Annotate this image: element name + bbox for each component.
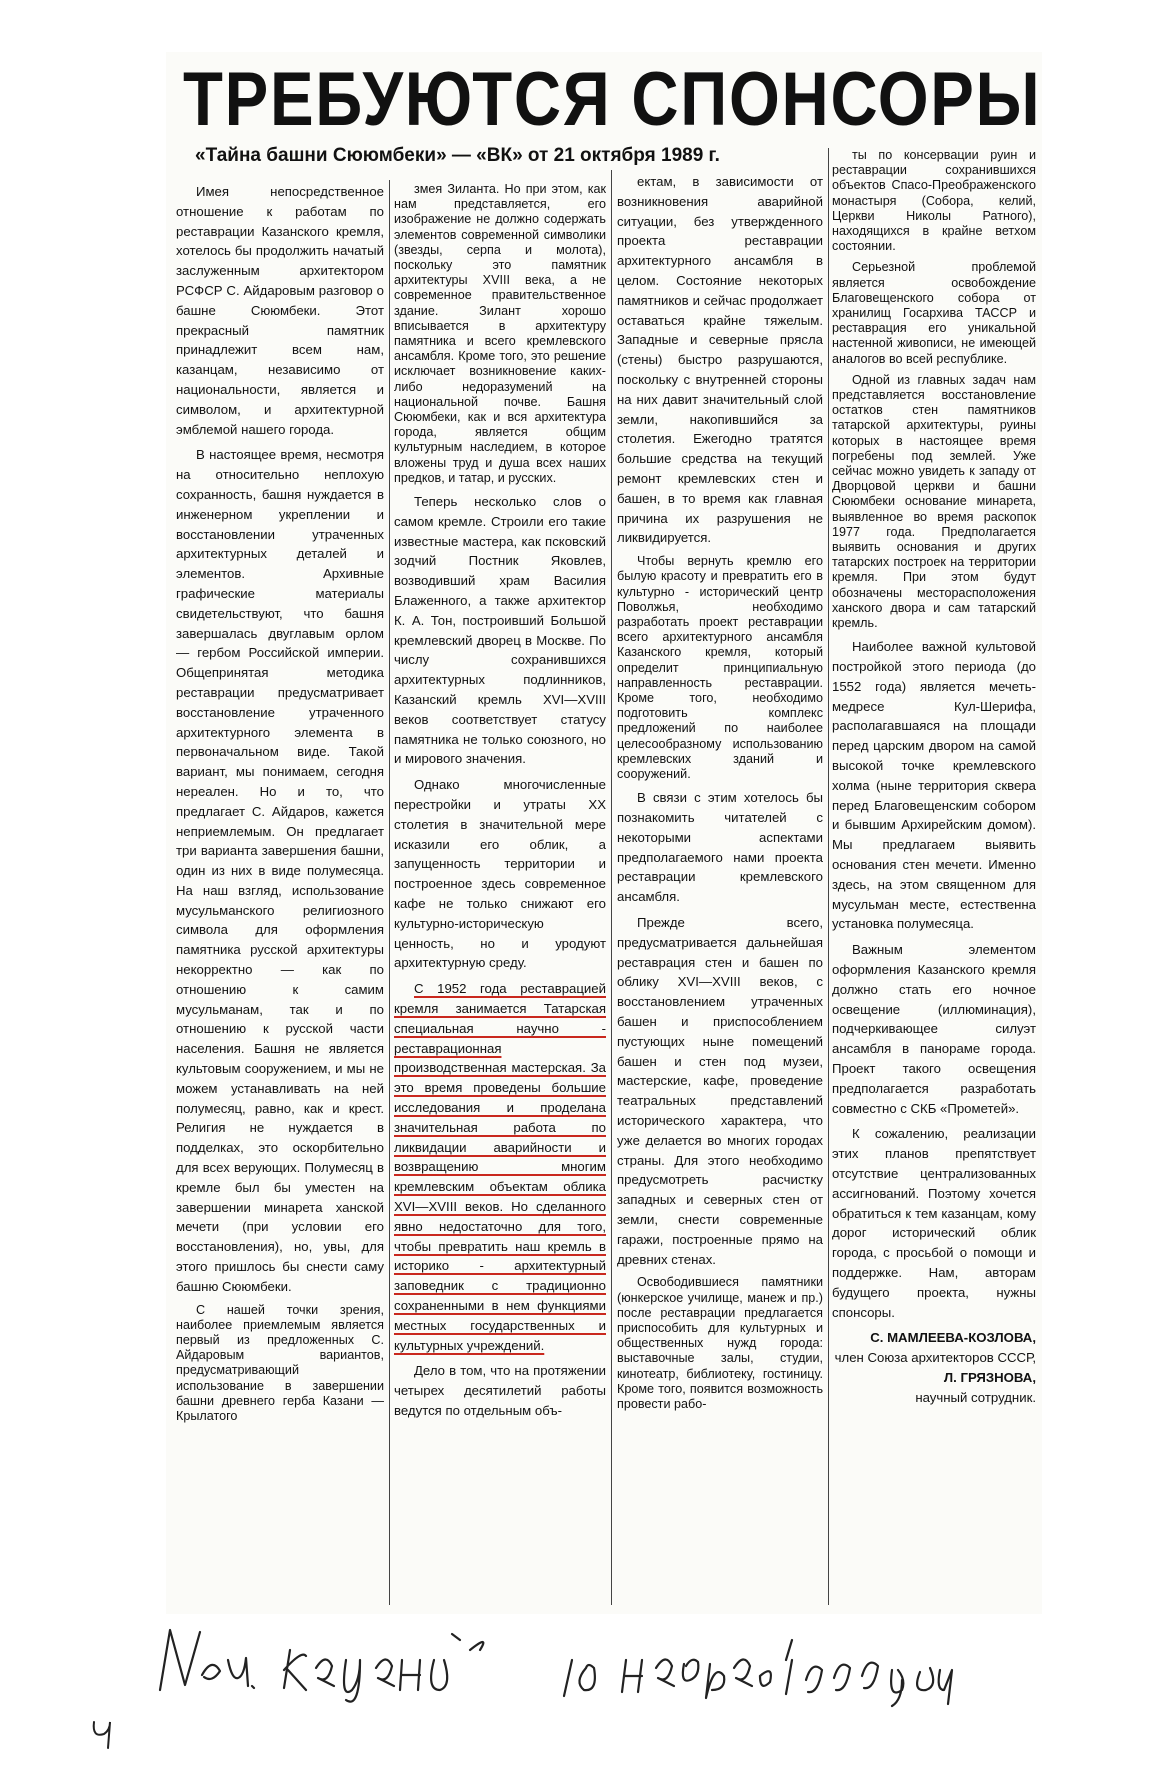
article-column-1 [176,182,384,1602]
column-divider [389,180,390,1605]
article-subheadline: «Тайна башни Сююмбеки» — «ВК» от 21 октября 1989 г. [195,145,720,166]
paragraph: Чтобы вернуть кремлю его былую красоту и превратить его в культурно - исторический центр Поволжья, необходимо разработать проект реставрации всего архитектурного ансамбля Казанского кремля, который определит принципиальную направленность реставрации. Кроме того, необходимо подготовить комплекс предложений по наиболее целесообразному использованию кремлевских зданий и сооружений. [617,554,823,781]
paragraph: С нашей точки зрения, наиболее приемлемым является первый из предложенных С. Айдаровым вариантов, предусматривающий использование в завершении башни древнего герба Казани — Крылатого [176,1302,384,1424]
paragraph: Важным элементом оформления Казанского кремля должно стать его ночное освещение (иллюминация), подчеркивающее силуэт ансамбля в панораме города. Проект такого освещения предполагается разработать совместно с СКБ «Прометей». [832,942,1036,1116]
paragraph: Серьезной проблемой является освобождение Благовещенского собора от хранилищ Госархива ТАССР и реставрация его уникальной настенной живописи, не имеющей аналогов во всей республике. [832,260,1036,366]
paragraph: ты по консервации руин и реставрации сохранившихся объектов Спасо-Преображенского монастыря (Собора, келий, Церкви Николы Ратного), находящихся в крайне ветхом состоянии. [832,148,1036,254]
paragraph: Имея непосредственное отношение к работам по реставрации Казанского кремля, хотелось бы продолжить начатый заслуженным архитектором РСФСР С. Айдаровым разговор о башне Сююмбеки. Этот прекрасный памятник принадлежит всем нам, казанцам, независимо от национальности, является и символом, и архитектурной эмблемой нашего города. [176,184,384,437]
signature-author-2-title: научный сотрудник. [915,1389,1036,1405]
article-column-2 [394,182,606,1602]
paragraph: В связи с этим хотелось бы познакомить читателей с некоторыми аспектами предполагаемого нами проекта реставрации кремлевского ансамбля. [617,790,823,905]
paragraph: Наиболее важной культовой постройкой этого периода (до 1552 года) является мечеть-медресе Кул-Шерифа, располагавшаяся на площади перед царским двором на самой высокой точке кремлевского холма (ныне территория сквера перед Благовещенским собором и бывшим Архирейским домом). Мы предлагаем выявить основания стен мечети. Именно здесь, на этом священном для мусульман месте, естественна установка полумесяца. [832,639,1036,932]
highlighted-paragraph: С 1952 года реставрацией кремля занимается Татарская специальная научно - реставрационная производственная мастерская. За это время проведены большие исследования и проделана значительная работа по ликвидации аварийности и возвращению многим кремлевским объектам облика XVI—XVIII веков. Но сделанного явно недостаточно для того, чтобы превратить наш кремль в историко - архитектурный заповедник с традиционно сохраненными в нем функциями местных государственных и культурных учреждений. [394,981,606,1353]
column-divider [828,148,829,1605]
paragraph: Одной из главных задач нам представляется восстановление остатков стен памятников татарской архитектуры, руины которых в настоящее время погребены под землей. Уже сейчас можно увидеть к западу от Дворцовой церкви и башни Сююмбеки основание минарета, выявленное во время раскопок 1977 года. Предполагается выявить основания и других татарских построек на территории кремля. При этом будут обозначены месторасположения ханского двора и сам татарский кремль. [832,372,1036,631]
signature-author-1-title: член Союза архитекторов СССР, [834,1350,1036,1366]
margin-handwritten-mark [86,1712,126,1752]
paragraph: К сожалению, реализации этих планов препятствует отсутствие централизованных ассигнований. Поэтому хочется обратиться к тем казанцам, кому дорог исторический облик города, с просьбой о помощи и поддержке. Нам, авторам будущего проекта, нужны спонсоры. [832,1126,1036,1320]
handwritten-note-image [140,1620,960,1710]
paragraph: Теперь несколько слов о самом кремле. Строили его такие известные мастера, как псковский зодчий Постник Яковлев, возводивший храм Василия Блаженного, а также архитектор К. А. Тон, построивший Большой кремлевский дворец в Москве. По числу сохранившихся архитектурных подлинников, Казанский кремль XVI—XVIII веков соответствует статусу памятника не только союзного, но и мирового значения. [394,494,606,767]
paragraph: Однако многочисленные перестройки и утраты XX столетия в значительной мере исказили его облик, а запущенность территории и построенное здесь современное кафе не только снижают его культурно-историческую ценность, но и уродуют архитектурную среду. [394,777,606,971]
article-column-3 [617,172,823,1602]
column-divider [611,170,612,1605]
paragraph: ектам, в зависимости от возникновения аварийной ситуации, без утвержденного проекта реставрации архитектурного ансамбля в целом. Состояние некоторых памятников и сейчас продолжает оставаться крайне тяжелым. Западные и северные прясла (стены) быстро разрушаются, поскольку с внутренней стороны на них давит значительный слой земли, накопившийся за столетия. Ежегодно тратятся большие средства на текущий ремонт кремлевских стен и башен, в то время как главная причина их разрушения не ликвидируется. [617,174,823,546]
signature-author-2: Л. ГРЯЗНОВА, [943,1369,1036,1385]
paragraph: Прежде всего, предусматривается дальнейшая реставрация стен и башен по облику XVI—XVIII веков, с восстановлением утраченных башен и приспособлением пустующих ныне помещений башен и стен под музеи, мастерские, кафе, проведение театральных представлений исторического характера, что уже делается во многих городах страны. Для этого необходимо предусмотреть расчистку западных и северных стен от земли, снести современные гаражи, построенные прямо на древних стенах. [617,914,823,1267]
paragraph: змея Зиланта. Но при этом, как нам представляется, его изображение не должно содержать элементов современной символики (звезды, серпа и молота), поскольку это памятник архитектуры XVIII века, а не современное правительственное здание. Зилант хорошо вписывается в архитектуру памятника и всего кремлевского ансамбля. Кроме того, это решение исключает возникновение каких-либо недоразумений на национальной почве. Башня Сююмбеки, как и вся архитектура города, является общим культурным наследием, в которое вложены труд и душа всех наших предков, и татар, и русских. [394,182,606,485]
article-column-4 [832,148,1036,1602]
paragraph: Освободившиеся памятники (юнкерское училище, манеж и пр.) после реставрации предлагается приспособить для культурных и общественных нужд города: выставочные залы, студии, кинотеатр, библиотеку, гостиницу. Кроме того, появится возможность провести рабо- [617,1275,823,1411]
paragraph: Дело в том, что на протяжении четырех десятилетий работы ведутся по отдельным объ- [394,1363,606,1418]
paragraph: В настоящее время, несмотря на относительно неплохую сохранность, башня нуждается в инженерном укреплении и восстановлении утраченных архитектурных деталей и элементов. Архивные графические материалы свидетельствуют, что башня завершалась двуглавым орлом — гербом Российской империи. Общепринятая методика реставрации предусматривает восстановление утраченного архитектурного элемента в первоначальном виде. Такой вариант, мы понимаем, сегодня нереален. Но и то, что предлагает С. Айдаров, кажется неприемлемым. Он предлагает три варианта завершения башни, один из них в виде полумесяца. На наш взгляд, использование мусульманского религиозного символа для оформления памятника русской архитектуры некорректно — как по отношению к самим мусульманам, так и по отношению к русской части населения. Башня не является культовым сооружением, и мы не можем устанавливать на ней полумесяц, равно, как и крест. Религия не нуждается в подделках, это оскорбительно для всех верующих. Полумесяц в кремле был бы уместен на завершении минарета ханской мечети (при условии его восстановления), но, увы, для этого пришлось бы снести саму башню Сююмбеки. [176,447,384,1294]
article-headline: ТРЕБУЮТСЯ СПОНСОРЫ [183,57,1042,142]
signature-author-1: С. МАМЛЕЕВА-КОЗЛОВА, [870,1330,1036,1346]
